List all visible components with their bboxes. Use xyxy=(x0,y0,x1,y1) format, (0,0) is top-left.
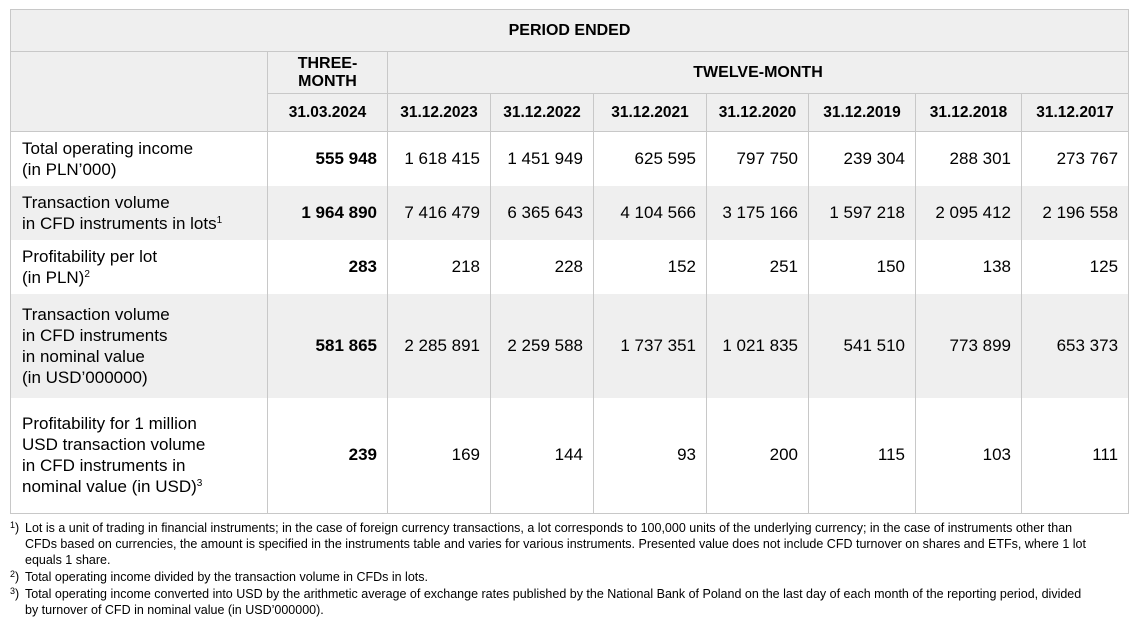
value-cell: 1 964 890 xyxy=(268,186,388,240)
value-cell: 138 xyxy=(916,240,1022,294)
value-cell: 273 767 xyxy=(1022,132,1129,186)
date-header: 31.12.2018 xyxy=(916,94,1022,132)
period-ended-header: PERIOD ENDED xyxy=(11,10,1129,52)
value-cell: 283 xyxy=(268,240,388,294)
row-label xyxy=(11,132,268,186)
row-label-line: in nominal value xyxy=(22,346,145,366)
value-cell: 1 451 949 xyxy=(491,132,594,186)
header-blank-cell xyxy=(11,52,268,132)
footnote-ref: 2 xyxy=(84,268,90,280)
footnote-text: Total operating income divided by the transaction volume in CFDs in lots. xyxy=(25,570,428,584)
value-cell: 1 597 218 xyxy=(809,186,916,240)
value-cell: 144 xyxy=(491,398,594,514)
footnote xyxy=(10,520,1128,568)
footnote-text: Total operating income converted into USD by the arithmetic average of exchange rates published by the National Bank of Poland on the last day of each month of the reporting period, divided by turnover of CFD in nominal value (in USD’000000). xyxy=(25,587,1082,617)
row-label-text: in CFD instruments in lots xyxy=(22,213,217,233)
table-row xyxy=(11,240,1129,294)
value-cell: 218 xyxy=(388,240,491,294)
footnote-number: 3 xyxy=(10,586,16,596)
value-cell: 169 xyxy=(388,398,491,514)
value-cell: 541 510 xyxy=(809,294,916,398)
date-header: 31.12.2019 xyxy=(809,94,916,132)
value-cell: 625 595 xyxy=(594,132,707,186)
row-label xyxy=(11,398,268,514)
footnote-ref: 3 xyxy=(196,478,203,490)
value-cell: 7 416 479 xyxy=(388,186,491,240)
value-cell: 150 xyxy=(809,240,916,294)
footnote-marker: $^2$) xyxy=(10,569,20,584)
row-label-line xyxy=(22,476,267,497)
row-label-line: in CFD instruments in xyxy=(22,456,186,476)
row-label-line: in CFD instruments xyxy=(22,325,168,345)
value-cell: 773 899 xyxy=(916,294,1022,398)
row-label-line: Profitability for 1 million xyxy=(22,414,197,434)
kpi-table xyxy=(10,9,1129,514)
value-cell: 653 373 xyxy=(1022,294,1129,398)
footnote-number: 1 xyxy=(10,520,16,530)
value-cell: 239 xyxy=(268,398,388,514)
table-row xyxy=(11,132,1129,186)
financial-table-container xyxy=(10,9,1128,619)
value-cell: 228 xyxy=(491,240,594,294)
date-header: 31.12.2021 xyxy=(594,94,707,132)
value-cell: 797 750 xyxy=(707,132,809,186)
value-cell: 111 xyxy=(1022,398,1129,514)
table-row xyxy=(11,186,1129,240)
value-cell: 2 285 891 xyxy=(388,294,491,398)
row-label-line: USD transaction volume xyxy=(22,435,206,455)
row-label xyxy=(11,240,268,294)
footnote-marker: $^3$) xyxy=(10,586,20,601)
table-row xyxy=(11,398,1129,514)
three-month-header xyxy=(268,52,388,94)
footnote xyxy=(10,586,1128,618)
value-cell: 251 xyxy=(707,240,809,294)
footnote-number: 2 xyxy=(10,569,16,579)
value-cell: 115 xyxy=(809,398,916,514)
row-label-line: Transaction volume xyxy=(22,192,170,212)
value-cell: 103 xyxy=(916,398,1022,514)
value-cell: 288 301 xyxy=(916,132,1022,186)
value-cell: 2 196 558 xyxy=(1022,186,1129,240)
date-header: 31.12.2022 xyxy=(491,94,594,132)
footnote-marker: $^1$) xyxy=(10,520,20,535)
header-row-period xyxy=(11,10,1129,52)
value-cell: 555 948 xyxy=(268,132,388,186)
value-cell: 1 618 415 xyxy=(388,132,491,186)
value-cell: 1 021 835 xyxy=(707,294,809,398)
value-cell: 239 304 xyxy=(809,132,916,186)
date-header: 31.03.2024 xyxy=(268,94,388,132)
row-label-line: (in USD’000000) xyxy=(22,367,148,387)
row-label-text: (in PLN) xyxy=(22,267,85,287)
footnote-text: Lot is a unit of trading in financial instruments; in the case of foreign currency transactions, a lot corresponds to 100,000 units of the underlying currency; in the case of instruments other than CFDs based on currencies, the amount is specified in the instruments table and varies for various instruments. Presented value does not include CFD turnover on shares and ETFs, where 1 lot equals 1 share. xyxy=(25,521,1086,567)
twelve-month-header: TWELVE-MONTH xyxy=(388,52,1129,94)
value-cell: 125 xyxy=(1022,240,1129,294)
value-cell: 2 259 588 xyxy=(491,294,594,398)
row-label-line xyxy=(22,267,267,288)
table-row xyxy=(11,294,1129,398)
row-label-text: nominal value (in USD) xyxy=(22,477,197,497)
date-header: 31.12.2017 xyxy=(1022,94,1129,132)
value-cell: 200 xyxy=(707,398,809,514)
row-label-line: (in PLN’000) xyxy=(22,159,117,179)
row-label xyxy=(11,294,268,398)
value-cell: 152 xyxy=(594,240,707,294)
footnote xyxy=(10,569,1128,585)
value-cell: 6 365 643 xyxy=(491,186,594,240)
date-header: 31.12.2023 xyxy=(388,94,491,132)
footnotes xyxy=(10,520,1128,618)
three-month-label: THREE-MONTH xyxy=(297,54,358,90)
value-cell: 3 175 166 xyxy=(707,186,809,240)
value-cell: 93 xyxy=(594,398,707,514)
footnote-ref: 1 xyxy=(216,214,223,226)
row-label-line xyxy=(22,213,267,234)
row-label-line: Transaction volume xyxy=(22,304,170,324)
date-header: 31.12.2020 xyxy=(707,94,809,132)
value-cell: 4 104 566 xyxy=(594,186,707,240)
row-label-line: Profitability per lot xyxy=(22,246,158,266)
header-row-span xyxy=(11,52,1129,94)
value-cell: 1 737 351 xyxy=(594,294,707,398)
row-label-line: Total operating income xyxy=(22,138,194,158)
value-cell: 2 095 412 xyxy=(916,186,1022,240)
row-label xyxy=(11,186,268,240)
value-cell: 581 865 xyxy=(268,294,388,398)
